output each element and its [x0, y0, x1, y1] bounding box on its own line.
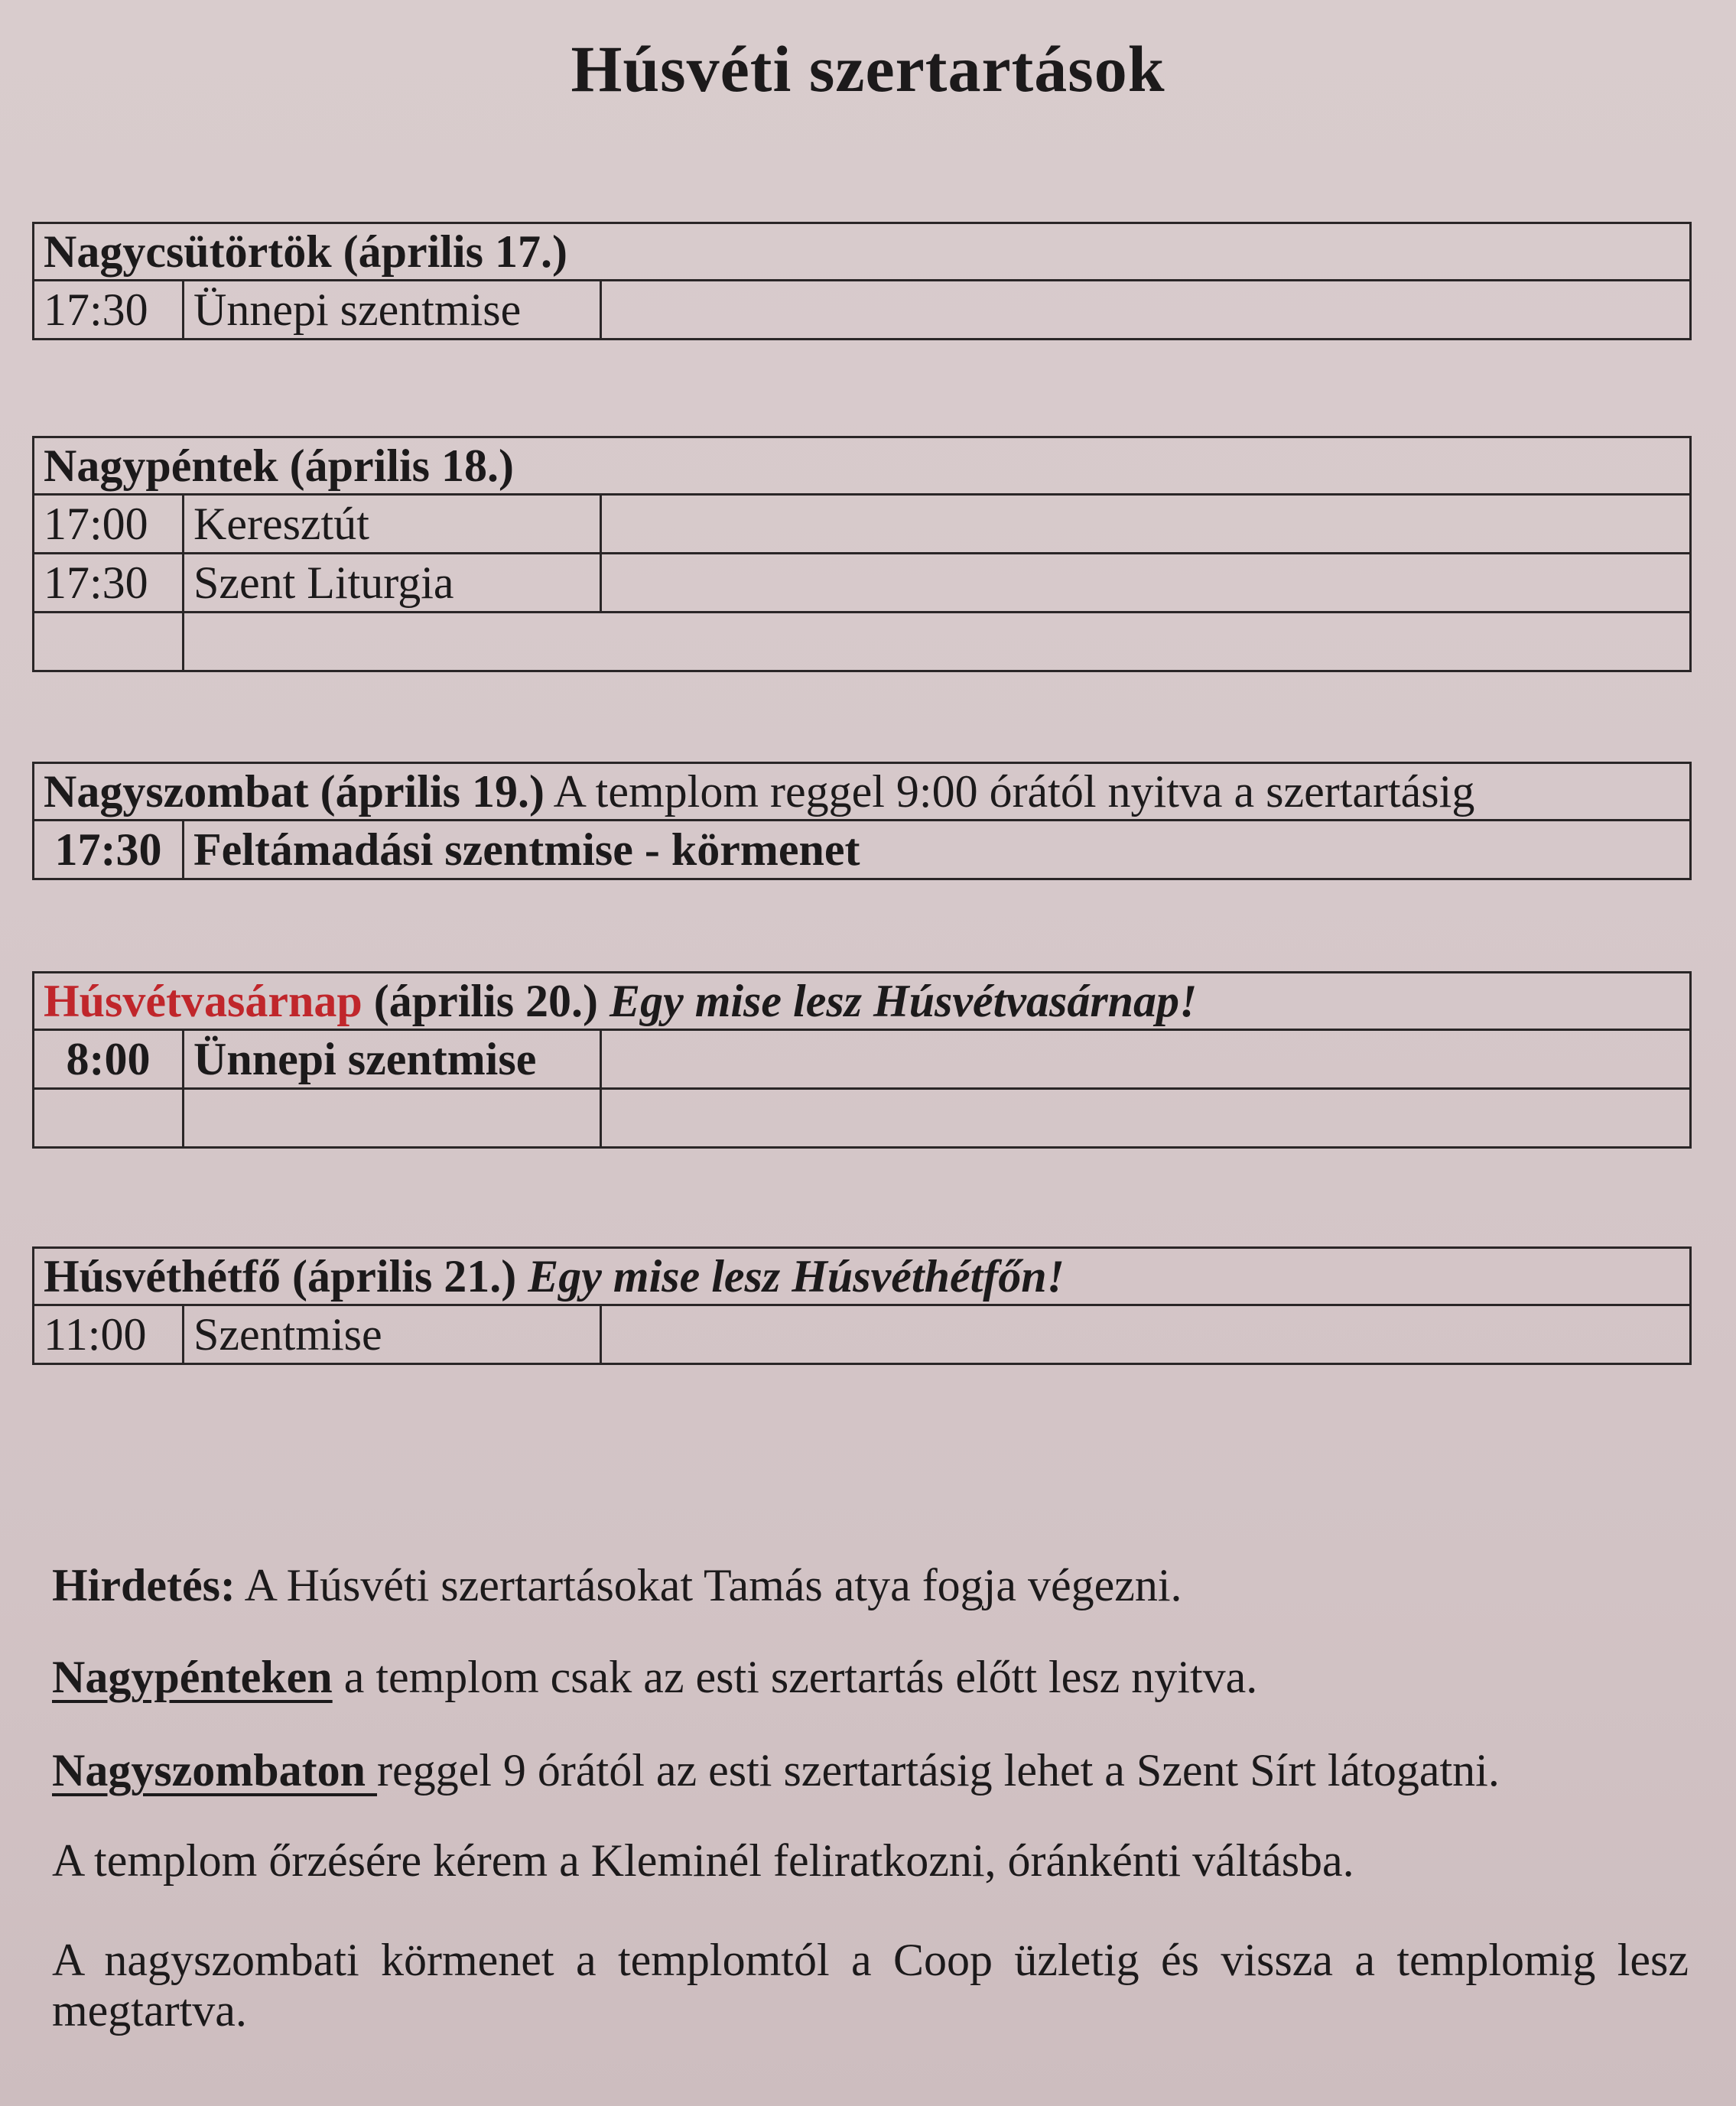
day-note: A templom reggel 9:00 órától nyitva a szertartásig — [544, 766, 1475, 817]
table-header-row — [34, 1248, 1691, 1305]
day-title: Nagycsütörtök (április 17.) — [44, 226, 567, 277]
time-cell: 17:00 — [34, 495, 184, 554]
schedule-table-monday — [32, 1246, 1692, 1365]
announcement-text: A Húsvéti szertartásokat Tamás atya fogja végezni. — [235, 1560, 1182, 1610]
schedule-table-friday — [32, 436, 1692, 672]
day-title: Húsvéthétfő (április 21.) — [44, 1251, 528, 1302]
day-header — [34, 223, 1691, 281]
table-header-row — [34, 763, 1691, 821]
empty-cell — [184, 1089, 601, 1148]
table-row — [34, 613, 1691, 671]
announcement-label: Nagypénteken — [52, 1652, 333, 1702]
announcement-2 — [52, 1652, 1689, 1702]
announcement-3 — [52, 1745, 1689, 1796]
table-row — [34, 1089, 1691, 1148]
empty-cell — [601, 495, 1691, 554]
empty-cell — [601, 554, 1691, 613]
time-cell: 17:30 — [34, 281, 184, 340]
page-title: Húsvéti szertartások — [571, 32, 1165, 106]
empty-cell — [34, 613, 184, 671]
day-header — [34, 437, 1691, 495]
table-row — [34, 1305, 1691, 1364]
empty-cell — [601, 1089, 1691, 1148]
announcement-text: A nagyszombati körmenet a templomtól a Coop üzletig és vissza a templomig lesz megtartva. — [52, 1935, 1689, 2036]
table-header-row — [34, 223, 1691, 281]
table-header-row — [34, 973, 1691, 1030]
day-note: Egy mise lesz Húsvétvasárnap! — [610, 976, 1198, 1026]
announcement-text: reggel 9 órától az esti szertartásig lehet a Szent Sírt látogatni. — [377, 1745, 1500, 1796]
time-cell: 17:30 — [34, 554, 184, 613]
table-row — [34, 554, 1691, 613]
time-cell: 8:00 — [34, 1030, 184, 1089]
day-title: Nagyszombat (április 19.) — [44, 766, 545, 817]
time-cell: 11:00 — [34, 1305, 184, 1364]
announcement-text: A templom őrzésére kérem a Kleminél feliratkozni, óránkénti váltásba. — [52, 1835, 1354, 1886]
table-header-row — [34, 437, 1691, 495]
day-note: Egy mise lesz Húsvéthétfőn! — [528, 1251, 1065, 1302]
day-date: (április 20.) — [362, 976, 610, 1026]
schedule-table-sunday — [32, 971, 1692, 1149]
empty-cell — [601, 1030, 1691, 1089]
empty-cell — [601, 281, 1691, 340]
day-header — [34, 763, 1691, 821]
announcement-label: Nagyszombaton — [52, 1745, 378, 1796]
schedule-table-saturday — [32, 762, 1692, 880]
event-cell: Ünnepi szentmise — [184, 281, 601, 340]
day-header — [34, 973, 1691, 1030]
announcement-text: a templom csak az esti szertartás előtt lesz nyitva. — [332, 1652, 1258, 1702]
event-cell: Ünnepi szentmise — [184, 1030, 601, 1089]
announcement-1 — [52, 1560, 1689, 1610]
event-cell: Szentmise — [184, 1305, 601, 1364]
table-row — [34, 495, 1691, 554]
table-row — [34, 281, 1691, 340]
event-cell: Feltámadási szentmise - körmenet — [184, 821, 1691, 879]
table-row — [34, 821, 1691, 879]
event-cell: Keresztút — [184, 495, 601, 554]
table-row — [34, 1030, 1691, 1089]
schedule-table-thursday — [32, 222, 1692, 340]
empty-cell — [184, 613, 1691, 671]
day-title: Húsvétvasárnap — [44, 976, 362, 1026]
empty-cell — [601, 1305, 1691, 1364]
event-cell: Szent Liturgia — [184, 554, 601, 613]
announcement-5 — [52, 1935, 1689, 2036]
announcement-label: Hirdetés: — [52, 1560, 236, 1610]
announcement-4 — [52, 1835, 1689, 1886]
empty-cell — [34, 1089, 184, 1148]
day-header — [34, 1248, 1691, 1305]
time-cell: 17:30 — [34, 821, 184, 879]
day-title: Nagypéntek (április 18.) — [44, 440, 514, 491]
